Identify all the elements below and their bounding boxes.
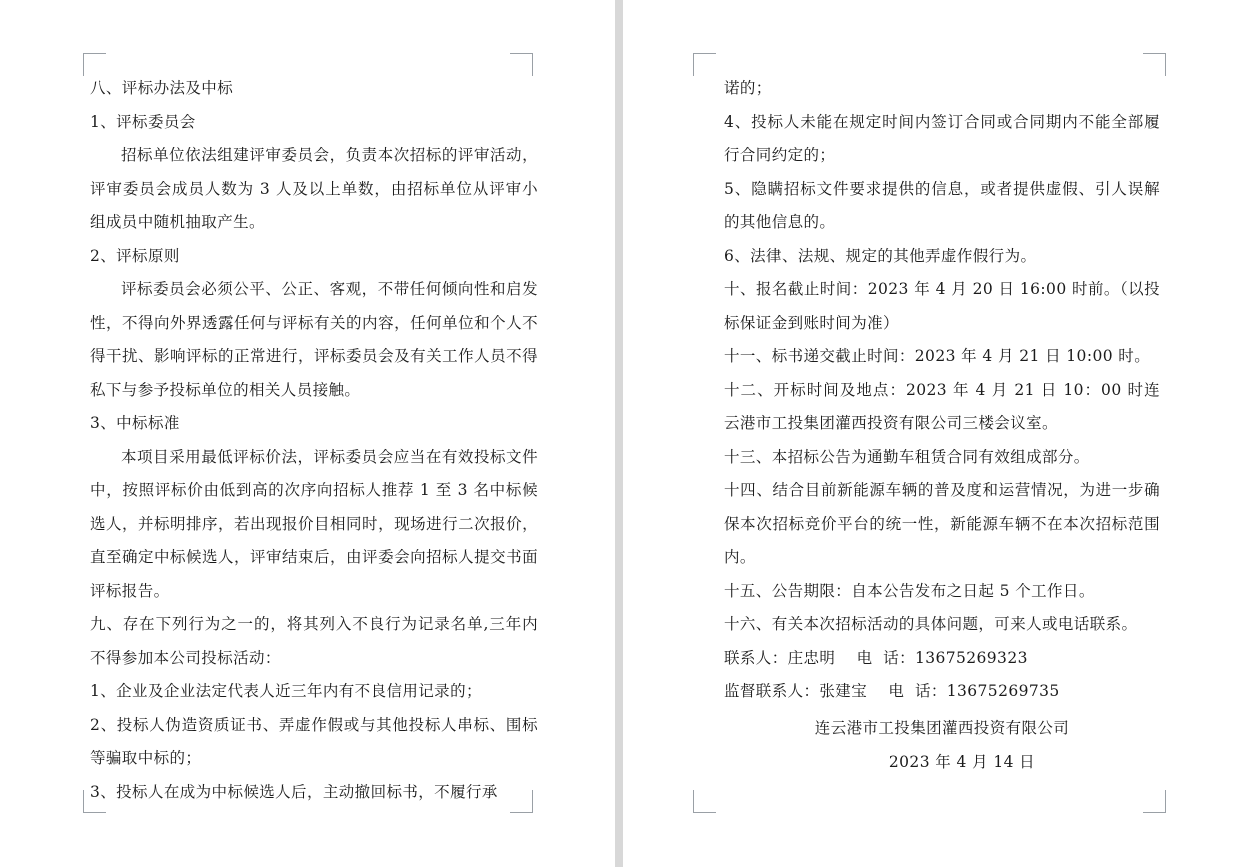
paragraph: 十三、本招标公告为通勤车租赁合同有效组成部分。: [724, 447, 1090, 466]
paragraph: 6、法律、法规、规定的其他弄虚作假行为。: [724, 246, 1037, 265]
paragraph: 2、评标原则: [90, 246, 180, 265]
contact-person-line: 联系人：庄忠明 电 话：13675269323: [724, 648, 1028, 667]
crop-mark-bottom-left-icon: [693, 790, 716, 813]
paragraph: 1、评标委员会: [90, 112, 196, 131]
signature-company: 连云港市工投集团灌西投资有限公司: [814, 719, 1070, 737]
signature-date: 2023 年 4 月 14 日: [888, 752, 1036, 771]
supervisor-contact-line: 监督联系人：张建宝 电 话：13675269735: [724, 682, 1060, 700]
paragraph: 招标单位依法组建评审委员会，负责本次招标的评审活动，评审委员会成员人数为 3 人及以上单数，由招标单位从评审小组成员中随机抽取产生。: [90, 146, 538, 231]
paragraph: 十四、结合目前新能源车辆的普及度和运营情况，为进一步确保本次招标竞价平台的统一性，新能源车辆不在本次招标范围内。: [724, 481, 1160, 566]
paragraph: 九、存在下列行为之一的，将其列入不良行为记录名单,三年内不得参加本公司投标活动：: [90, 615, 538, 667]
paragraph: 评标委员会必须公平、公正、客观，不带任何倾向性和启发性，不得向外界透露任何与评标有关的内容，任何单位和个人不得干扰、影响评标的正常进行，评标委员会及有关工作人员不得私下与参予投标单位的相关人员接触。: [90, 280, 538, 399]
crop-mark-bottom-right-icon: [1143, 790, 1166, 813]
document-page-2: [623, 0, 1238, 867]
paragraph: 1、企业及企业法定代表人近三年内有不良信用记录的；: [90, 682, 482, 700]
paragraph: 十五、公告期限：自本公告发布之日起 5 个工作日。: [724, 581, 1095, 600]
paragraph: 十二、开标时间及地点：2023 年 4 月 21 日 10：00 时连云港市工投集团灌西投资有限公司三楼会议室。: [724, 380, 1160, 432]
paragraph: 八、评标办法及中标: [90, 79, 234, 97]
paragraph: 4、投标人未能在规定时间内签订合同或合同期内不能全部履行合同约定的；: [724, 112, 1160, 164]
signature-block: [724, 712, 1160, 779]
document-page-1: [0, 0, 615, 867]
paragraph: 3、中标标准: [90, 414, 180, 432]
paragraph: 2、投标人伪造资质证书、弄虚作假或与其他投标人串标、围标等骗取中标的；: [90, 715, 538, 767]
paragraph: 诺的；: [724, 79, 772, 97]
paragraph: 3、投标人在成为中标候选人后，主动撤回标书，不履行承: [90, 782, 498, 801]
page-separator: [615, 0, 623, 867]
crop-mark-top-left-icon: [693, 53, 716, 76]
page-2-body: [724, 72, 1160, 709]
paragraph: 十六、有关本次招标活动的具体问题，可来人或电话联系。: [724, 615, 1138, 633]
page-1-body: [90, 72, 538, 809]
paragraph: 十、报名截止时间：2023 年 4 月 20 日 16:00 时前。（以投标保证金到账时间为准）: [724, 280, 1160, 332]
paragraph: 5、隐瞒招标文件要求提供的信息，或者提供虚假、引人误解的其他信息的。: [724, 179, 1160, 231]
paragraph: 十一、标书递交截止时间：2023 年 4 月 21 日 10:00 时。: [724, 347, 1151, 365]
paragraph: 本项目采用最低评标价法，评标委员会应当在有效投标文件中，按照评标价由低到高的次序向招标人推荐 1 至 3 名中标候选人，并标明排序，若出现报价目相同时，现场进行二次报价，直至确定中标候选人，评审结束后，由评委会向招标人提交书面评标报告。: [90, 447, 538, 600]
